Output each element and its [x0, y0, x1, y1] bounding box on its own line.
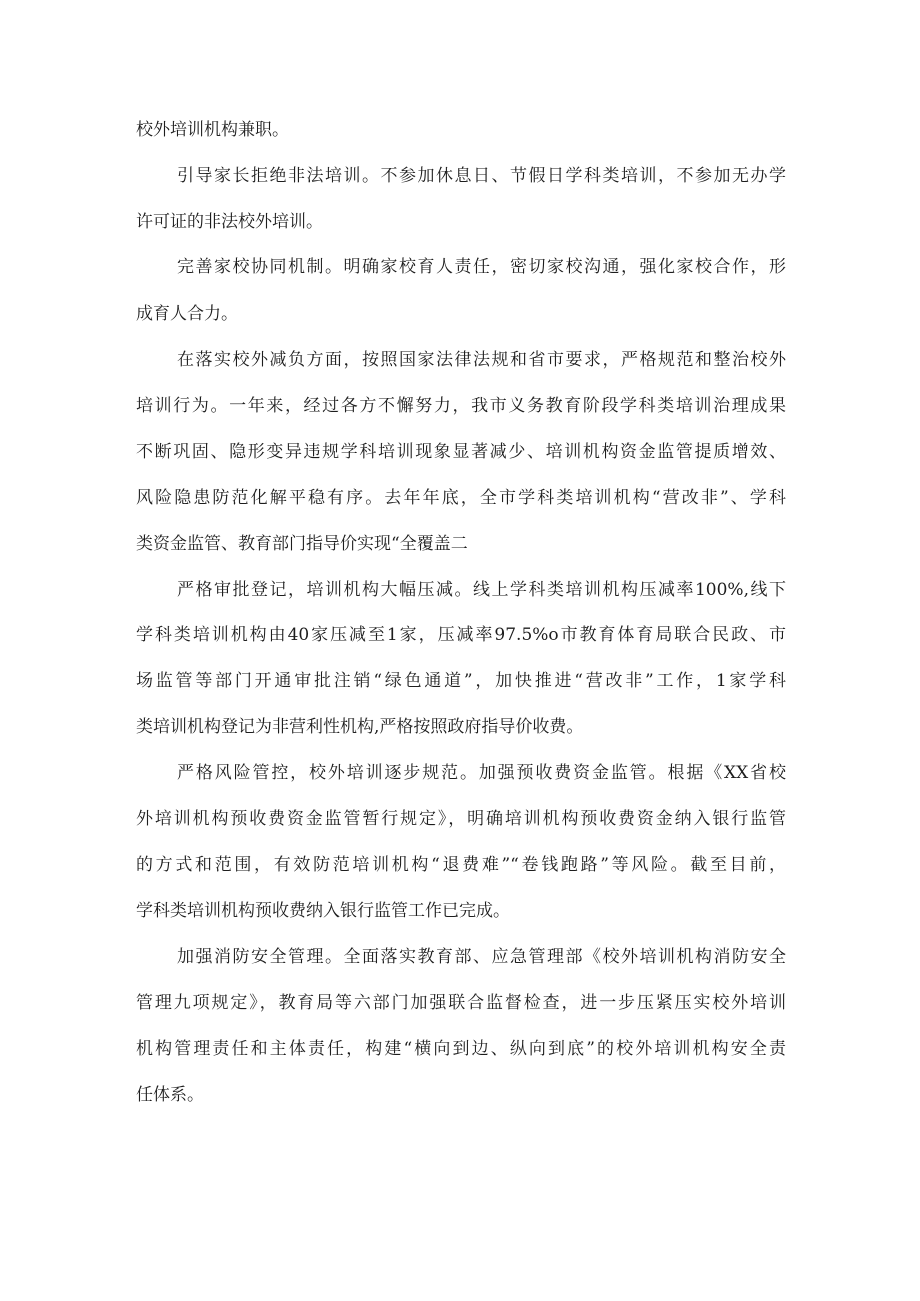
text-line: 类资金监管、教育部门指导价实现“全覆盖二 — [136, 534, 468, 554]
text-line: 许可证的非法校外培训。 — [136, 212, 323, 232]
text-line: 场监管等部门开通审批注销“绿色通道”，加快推进“营改非”工作，1家学科 — [136, 671, 786, 691]
text-line: 机构管理责任和主体责任，构建“横向到边、纵向到底”的校外培训机构安全责 — [136, 1039, 786, 1059]
text-line: 成育人合力。 — [136, 304, 238, 324]
text-line: 管理九项规定》，教育局等六部门加强联合监督检查，进一步压紧压实校外培训 — [136, 993, 786, 1013]
text-line: 学科类培训机构预收费纳入银行监管工作已完成。 — [136, 901, 510, 921]
text-line: 引导家长拒绝非法培训。不参加休息日、节假日学科类培训，不参加无办学 — [177, 166, 786, 186]
text-line: 外培训机构预收费资金监管暂行规定》，明确培训机构预收费资金纳入银行监管 — [136, 809, 786, 829]
text-line: 校外培训机构兼职。 — [136, 120, 289, 140]
text-line: 完善家校协同机制。明确家校育人责任，密切家校沟通，强化家校合作，形 — [177, 257, 786, 277]
text-line: 严格审批登记，培训机构大幅压减。线上学科类培训机构压减率100%,线下 — [177, 580, 786, 600]
text-line: 严格风险管控，校外培训逐步规范。加强预收费资金监管。根据《XX省校 — [177, 763, 786, 783]
text-line: 在落实校外减负方面，按照国家法律法规和省市要求，严格规范和整治校外 — [177, 350, 786, 370]
text-line: 学科类培训机构由40家压减至1家，压减率97.5%o市教育体育局联合民政、市 — [136, 625, 786, 645]
text-line: 培训行为。一年来，经过各方不懈努力，我市义务教育阶段学科类培训治理成果 — [136, 396, 786, 416]
text-line: 不断巩固、隐形变异违规学科培训现象显著减少、培训机构资金监管提质增效、 — [136, 442, 786, 462]
text-line: 任体系。 — [136, 1085, 204, 1105]
text-line: 类培训机构登记为非营利性机构,严格按照政府指导价收费。 — [136, 717, 584, 737]
text-line: 加强消防安全管理。全面落实教育部、应急管理部《校外培训机构消防安全 — [177, 947, 786, 967]
text-line: 风险隐患防范化解平稳有序。去年年底，全市学科类培训机构“营改非”、学科 — [136, 488, 786, 508]
text-line: 的方式和范围，有效防范培训机构“退费难”“卷钱跑路”等风险。截至目前， — [136, 855, 786, 875]
